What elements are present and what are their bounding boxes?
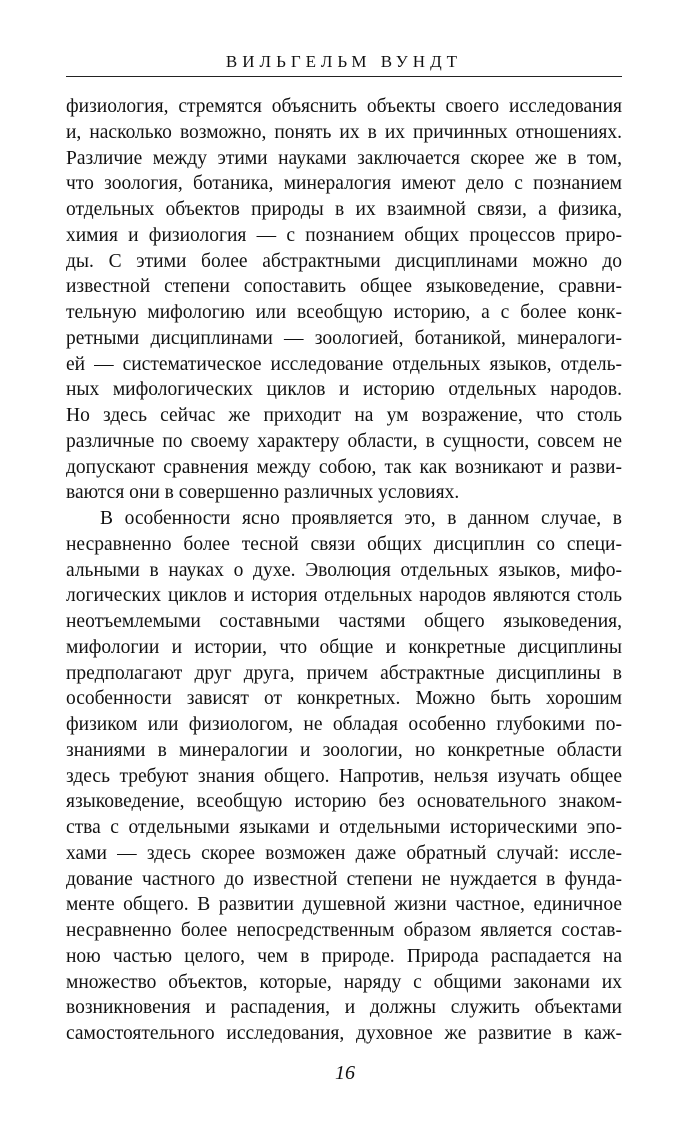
text-line: здесь требуют знания общего. Напротив, нельзя изучать общее — [66, 765, 622, 787]
text-line: предполагают друг друга, причем абстрактные дисциплины в — [66, 662, 622, 684]
text-line: допускают сравнения между собою, так как возникают и разви- — [66, 456, 622, 478]
text-line: множество объектов, которые, наряду с общими законами их — [66, 971, 622, 993]
text-line: ства с отдельными языками и отдельными историческими эпо- — [66, 817, 622, 838]
text-line: ретными дисциплинами — зоологией, ботаникой, минералоги- — [66, 327, 622, 349]
text-line: Различие между этими науками заключается скорее же в том, — [66, 147, 622, 169]
body-text — [66, 94, 622, 1047]
text-line: ды. С этими более абстрактными дисциплинами можно до — [66, 250, 622, 272]
text-line: Но здесь сейчас же приходит на ум возражение, что столь — [66, 405, 622, 426]
text-line: физиология, стремятся объяснить объекты своего исследования — [66, 96, 622, 117]
text-line: возникновения и распадения, и должны служить объектами — [66, 997, 622, 1019]
text-line: хами — здесь скорее возможен даже обратный случай: иссле- — [66, 842, 622, 864]
text-line: языковедение, всеобщую историю без основательного знаком- — [66, 791, 622, 813]
text-line: ных мифологических циклов и историю отдельных народов. — [66, 379, 622, 401]
text-line: логических циклов и история отдельных народов являются столь — [66, 585, 622, 607]
text-line: знаниями в минералогии и зоологии, но конкретные области — [66, 739, 622, 761]
text-line: особенности зависят от конкретных. Можно быть хорошим — [66, 688, 622, 710]
text-line: что зоология, ботаника, минералогия имеют дело с познанием — [66, 173, 622, 195]
text-line: химия и физиология — с познанием общих процессов приро- — [66, 224, 622, 246]
paragraph — [66, 94, 622, 506]
text-line: различные по своему характеру области, в сущности, совсем не — [66, 430, 622, 452]
text-line: мифологии и истории, что общие и конкретные дисциплины — [66, 636, 622, 658]
paragraph — [66, 506, 622, 1047]
text-line: ною частью целого, чем в природе. Природа распадается на — [66, 945, 622, 967]
text-line: ваются они в совершенно различных условиях. — [66, 482, 460, 504]
text-line: известной степени сопоставить общее языковедение, сравни- — [66, 276, 622, 298]
text-line: дование частного до известной степени не нуждается в фунда- — [66, 868, 622, 890]
text-line: неотъемлемыми составными частями общего языковедения, — [66, 611, 622, 632]
text-line: В особенности ясно проявляется это, в данном случае, в — [100, 508, 622, 529]
text-line: несравненно более непосредственным образом является состав- — [66, 920, 622, 941]
text-line: тельную мифологию или всеобщую историю, а с более конк- — [66, 302, 622, 323]
running-head: ВИЛЬГЕЛЬМ ВУНДТ — [225, 52, 463, 71]
header-rule — [66, 76, 622, 77]
text-line: самостоятельного исследования, духовное же развитие в каж- — [66, 1023, 622, 1044]
text-line: альными в науках о духе. Эволюция отдельных языков, мифо- — [66, 559, 622, 581]
text-line: физиком или физиологом, не обладая особенно глубокими по- — [66, 714, 622, 735]
text-line: несравненно более тесной связи общих дисциплин со специ- — [66, 533, 622, 555]
text-line: отдельных объектов природы в их взаимной связи, а физика, — [66, 199, 622, 220]
text-line: менте общего. В развитии душевной жизни частное, единичное — [66, 894, 622, 916]
text-line: и, насколько возможно, понять их в их причинных отношениях. — [66, 121, 622, 143]
text-line: ей — систематическое исследование отдельных языков, отдель- — [66, 353, 622, 375]
page-number: 16 — [335, 1062, 355, 1084]
